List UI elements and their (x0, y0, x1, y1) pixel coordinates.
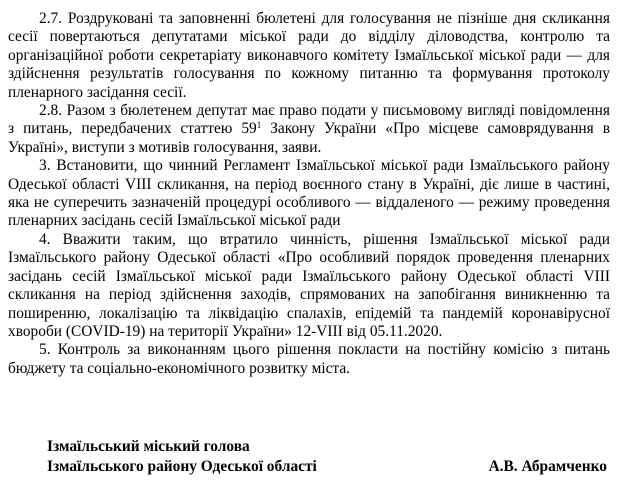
signature-block (47, 437, 607, 477)
signature-row (47, 457, 607, 477)
signatory-title-line2: Ізмаїльського району Одеської області (47, 458, 317, 475)
signatory-name: А.В. Абрамченко (488, 458, 607, 475)
paragraph-5: 5. Контроль за виконанням цього рішення покласти на постійну комісію з питань бюджету та соціально-економічного розвитку міста. (8, 341, 610, 377)
paragraph-3: 3. Встановити, що чинний Регламент Ізмаїльської міської ради Ізмаїльського району Одеської області VIII скликання, на період воєнного стану в Україні, діє лише в частині, яка не суперечить зазначеній процедурі особливого — віддаленого — режиму проведення пленарних засідань сесій Ізмаїльської міської ради (8, 157, 610, 230)
signatory-title-line1: Ізмаїльський міський голова (47, 438, 250, 455)
paragraph-2-8-before: 2.8. Разом з бюлетенем депутат має право подати у письмовому вигляді повідомлення з питань, передбачених статтею 59 (8, 102, 610, 138)
paragraph-2-8 (8, 102, 610, 157)
paragraph-2-7: 2.7. Роздруковані та заповненні бюлетені для голосування не пізніше дня скликання сесії повертаються депутатами міської ради до відділу діловодства, контролю та організаційної роботи секретаріату виконавчого комітету Ізмаїльської міської ради — для здійснення результатів голосування по кожному питанню та формування протоколу пленарного засідання сесії. (8, 10, 610, 101)
article-superscript: 1 (256, 120, 262, 131)
paragraph-4: 4. Вважити таким, що втратило чинність, рішення Ізмаїльської міської ради Ізмаїльського району Одеської області «Про особливий порядок проведення пленарних засідань сесій Ізмаїльської міської ради Ізмаїльського району Одеської області VIII скликання на період здійснення заходів, спрямованих на запобігання виникненню та поширенню, локалізацію та ліквідацію спалахів, епідемій та пандемій коронавірусної хвороби (COVID-19) на території України» 12-VIII від 05.11.2020. (8, 230, 610, 340)
decision-body (8, 10, 610, 378)
paragraph-2-8-after: Закону України «Про місцеве самоврядування в Україні», виступи з мотивів голосування, заяви. (8, 120, 610, 156)
